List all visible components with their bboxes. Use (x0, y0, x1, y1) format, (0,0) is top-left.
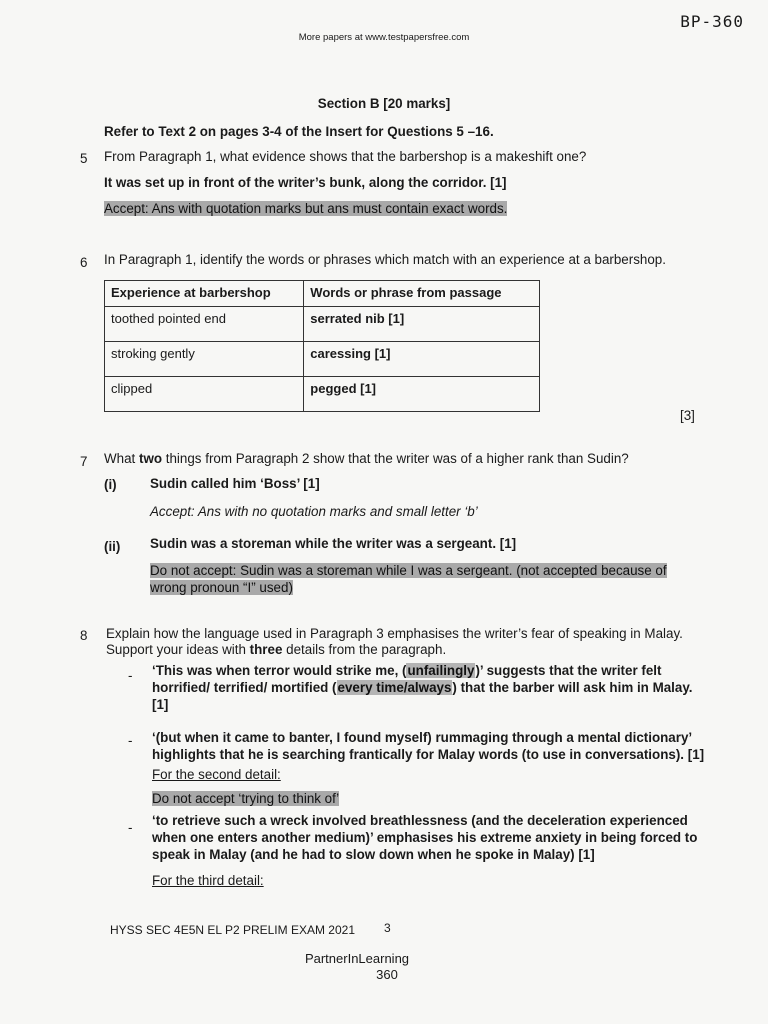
question-5-accept (104, 201, 507, 216)
answer-7-i: Sudin called him ‘Boss’ [1] (150, 476, 320, 491)
section-title: Section B [20 marks] (317, 96, 451, 111)
bullet-dash: - (128, 820, 133, 835)
answer-7-ii-label: (ii) (104, 539, 121, 554)
question-7-text-post: things from Paragraph 2 show that the writer was of a higher rank than Sudin? (162, 451, 629, 466)
answer-7-i-label: (i) (104, 477, 117, 492)
question-6-number: 6 (80, 255, 88, 270)
section-instruction: Refer to Text 2 on pages 3-4 of the Insert for Questions 5 –16. (104, 124, 494, 139)
answer-8-point-2 (152, 729, 727, 763)
answer-7-ii-reject-line2: wrong pronoun “I” used) (150, 580, 293, 595)
table-cell-answer: caressing [1] (304, 342, 540, 377)
question-7-number: 7 (80, 454, 88, 469)
question-7-text-pre: What (104, 451, 139, 466)
question-5-accept-text: Accept: Ans with quotation marks but ans must contain exact words. (104, 201, 508, 216)
p2-line-a: ‘(but when it came to banter, I found myself) rummaging through a mental dictionary’ (152, 730, 693, 745)
question-8-text (106, 626, 683, 658)
p2-line-b: highlights that he is searching frantically for Malay words (to use in conversations). [1] (152, 747, 705, 762)
third-detail-label: For the third detail: (152, 873, 264, 888)
table-row (105, 377, 540, 412)
footer-exam-title: HYSS SEC 4E5N EL P2 PRELIM EXAM 2021 (110, 923, 355, 937)
table-header-row (105, 281, 540, 307)
page-code: BP-360 (680, 12, 744, 31)
footer-brand: PartnerInLearning (304, 951, 410, 966)
p1-part-b: )’ suggests that the writer felt (475, 663, 662, 678)
table-header-experience: Experience at barbershop (105, 281, 304, 307)
p1-part-d: ) that the barber will ask him in Malay. (452, 680, 693, 695)
second-detail-reject (152, 791, 339, 806)
answer-7-ii: Sudin was a storeman while the writer was a sergeant. [1] (150, 536, 517, 551)
question-8-line2-post: details from the paragraph. (282, 642, 447, 657)
question-5-text: From Paragraph 1, what evidence shows that the barbershop is a makeshift one? (104, 149, 587, 164)
question-5-answer: It was set up in front of the writer’s bunk, along the corridor. [1] (104, 175, 507, 190)
answer-7-i-accept: Accept: Ans with no quotation marks and small letter ‘b’ (150, 504, 478, 519)
table-cell-answer: serrated nib [1] (304, 307, 540, 342)
p1-part-c: horrified/ terrified/ mortified ( (152, 680, 337, 695)
more-papers-link-text: More papers at www.testpapersfree.com (298, 32, 470, 43)
question-7-text (104, 451, 629, 466)
bullet-dash: - (128, 668, 133, 683)
table-header-words: Words or phrase from passage (304, 281, 540, 307)
answer-table (104, 280, 540, 412)
p1-part-a: ‘This was when terror would strike me, ( (152, 663, 407, 678)
question-6-text: In Paragraph 1, identify the words or phrases which match with an experience at a barbershop. (104, 252, 666, 267)
table-cell-experience: clipped (105, 377, 304, 412)
footer-brand-number: 360 (376, 967, 398, 982)
question-8-number: 8 (80, 628, 88, 643)
p1-highlight-unfailingly: unfailingly (407, 663, 475, 678)
answer-8-point-3 (152, 812, 727, 863)
question-8-line2-pre: Support your ideas with (106, 642, 250, 657)
answer-7-ii-reject-line1: Do not accept: Sudin was a storeman while I was a sergeant. (not accepted because of (150, 563, 667, 578)
second-detail-reject-text: Do not accept ‘trying to think of’ (152, 791, 340, 806)
question-7-text-bold: two (138, 451, 163, 466)
question-8-line2-bold: three (249, 642, 283, 657)
question-6-marks: [3] (680, 408, 695, 423)
p3-line-c: speak in Malay (and he had to slow down when he spoke in Malay) [1] (152, 847, 595, 862)
p1-part-e: [1] (152, 697, 169, 712)
footer-page-number: 3 (384, 921, 391, 935)
second-detail-label: For the second detail: (152, 767, 281, 782)
p3-line-b: when one enters another medium)’ emphasises his extreme anxiety in being forced to (152, 830, 698, 845)
bullet-dash: - (128, 733, 133, 748)
question-5-number: 5 (80, 151, 88, 166)
question-8-line1: Explain how the language used in Paragraph 3 emphasises the writer’s fear of speaking in Malay. (106, 626, 683, 641)
table-cell-experience: stroking gently (105, 342, 304, 377)
table-row (105, 307, 540, 342)
p1-highlight-every-time: every time/always (337, 680, 452, 695)
answer-8-point-1 (152, 662, 727, 713)
p3-line-a: ‘to retrieve such a wreck involved breathlessness (and the deceleration experienced (152, 813, 688, 828)
table-cell-answer: pegged [1] (304, 377, 540, 412)
table-cell-experience: toothed pointed end (105, 307, 304, 342)
answer-7-ii-reject (150, 562, 667, 596)
table-row (105, 342, 540, 377)
